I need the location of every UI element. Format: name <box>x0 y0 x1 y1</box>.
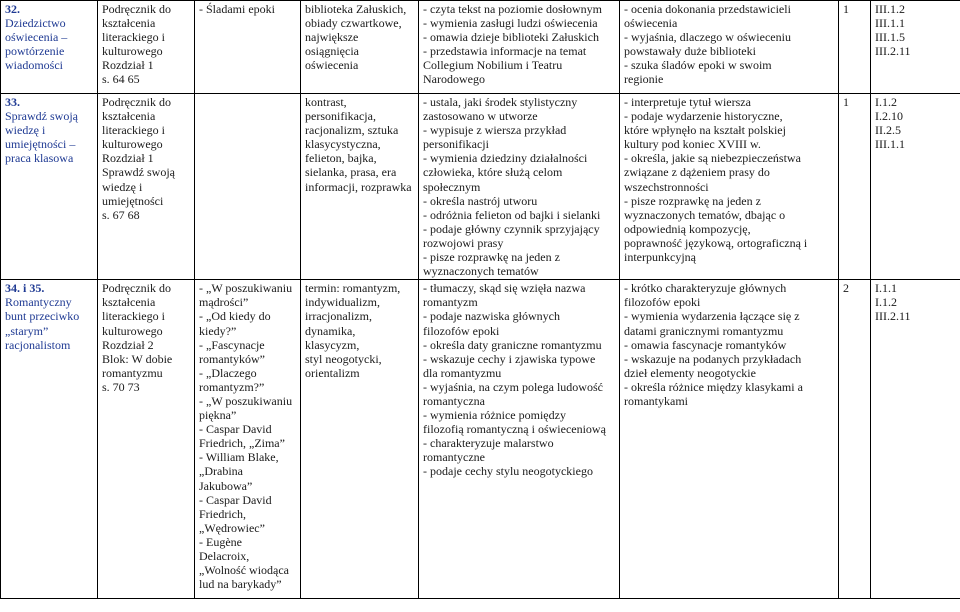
basic-requirements-line: - omawia dzieje biblioteki Załuskich <box>423 30 599 45</box>
texts-line: Friedrich, „Zima” <box>199 436 285 451</box>
basic-requirements-line: społecznym <box>423 179 481 194</box>
extended-requirements-line: - interpretuje tytuł wiersza <box>624 95 751 109</box>
texts-line: romantyków” <box>199 351 265 366</box>
terms-line: biblioteka Załuskich, <box>305 2 407 16</box>
source-line: literackiego i <box>102 123 165 138</box>
lesson-title-line: umiejętności – <box>5 137 76 152</box>
code-line: III.1.1 <box>875 137 905 152</box>
source-line: Sprawdź swoją <box>102 165 175 180</box>
texts-line: - Śladami epoki <box>199 2 275 16</box>
lesson-title-line: Romantyczny <box>5 295 72 310</box>
code-line: I.2.10 <box>875 109 903 124</box>
basic-requirements-line: - odróżnia felieton od bajki i sielanki <box>423 207 601 222</box>
texts-line: - „Od kiedy do <box>199 309 271 324</box>
basic-requirements-line: - tłumaczy, skąd się wzięła nazwa <box>423 281 586 296</box>
source-line: wiedzę i <box>102 179 143 194</box>
basic-requirements-line: wyznaczonych tematów <box>423 264 539 279</box>
basic-requirements-line: człowieka, które służą celom <box>423 165 563 180</box>
terms-cell <box>301 94 419 280</box>
extended-requirements-line: kultury pod koniec XVIII w. <box>624 137 761 152</box>
code-line: III.1.1 <box>875 16 905 31</box>
codes-cell <box>871 1 960 94</box>
source-line: kulturowego <box>102 44 163 59</box>
extended-requirements-cell <box>620 94 839 280</box>
basic-requirements-line: - wymienia dziedziny działalności <box>423 151 588 166</box>
terms-line: oświecenia <box>305 58 359 73</box>
extended-requirements-line: - omawia fascynacje romantyków <box>624 337 787 352</box>
source-line: kształcenia <box>102 295 156 310</box>
terms-line: indywidualizm, <box>305 295 380 310</box>
terms-line: termin: romantyzm, <box>305 281 401 296</box>
texts-cell <box>195 1 301 94</box>
basic-requirements-line: - wymienia różnice pomiędzy <box>423 408 566 423</box>
source-line: Rozdział 1 <box>102 58 154 73</box>
source-line: kształcenia <box>102 109 156 124</box>
terms-cell <box>301 280 419 599</box>
basic-requirements-line: - podaje cechy stylu neogotyckiego <box>423 464 593 479</box>
basic-requirements-line: - wyjaśnia, na czym polega ludowość <box>423 379 603 394</box>
source-line: literackiego i <box>102 309 165 324</box>
source-cell <box>98 1 195 94</box>
extended-requirements-line: - określa różnice między klasykami a <box>624 379 803 394</box>
texts-cell <box>195 94 301 280</box>
terms-line: informacji, rozprawka <box>305 179 412 194</box>
basic-requirements-line: rozwojowi prasy <box>423 235 504 250</box>
extended-requirements-line: datami granicznymi romantyzmu <box>624 323 784 338</box>
extended-requirements-line: wyznaczonych tematów, dbając o <box>624 207 786 222</box>
terms-cell <box>301 1 419 94</box>
texts-line: „Wędrowiec” <box>199 520 265 535</box>
texts-line: „Wolność wiodąca <box>199 563 289 578</box>
code-line: I.1.2 <box>875 95 897 109</box>
lesson-title-line: Dziedzictwo <box>5 16 66 31</box>
code-line: III.1.2 <box>875 2 905 16</box>
lesson-number: 33. <box>5 95 20 109</box>
table-row <box>1 94 960 280</box>
codes-cell <box>871 94 960 280</box>
basic-requirements-line: romantyzm <box>423 295 478 310</box>
source-line: Rozdział 2 <box>102 337 154 352</box>
source-line: Podręcznik do <box>102 2 171 16</box>
table-row <box>1 1 960 94</box>
code-line: I.1.2 <box>875 295 897 310</box>
extended-requirements-cell <box>620 1 839 94</box>
extended-requirements-line: - szuka śladów epoki w swoim <box>624 58 772 73</box>
extended-requirements-line: - pisze rozprawkę na jeden z <box>624 193 761 208</box>
lesson-number: 32. <box>5 2 20 16</box>
source-line: Podręcznik do <box>102 281 171 296</box>
code-line: III.1.5 <box>875 30 905 45</box>
lesson-title-line: racjonalistom <box>5 337 71 352</box>
source-line: kulturowego <box>102 137 163 152</box>
texts-line: mądrości” <box>199 295 249 310</box>
basic-requirements-line: - podaje nazwiska głównych <box>423 309 560 324</box>
source-line: umiejętności <box>102 193 164 208</box>
source-line: s. 64 65 <box>102 72 140 87</box>
extended-requirements-line: które wpłynęło na kształt polskiej <box>624 123 786 138</box>
basic-requirements-line: - wskazuje cechy i zjawiska typowe <box>423 351 596 366</box>
source-line: literackiego i <box>102 30 165 45</box>
extended-requirements-line: odpowiednią kompozycję, <box>624 221 751 236</box>
extended-requirements-line: - wskazuje na podanych przykładach <box>624 351 802 366</box>
lesson-cell <box>1 1 98 94</box>
lesson-title-line: wiedzę i <box>5 123 46 138</box>
texts-line: Friedrich, <box>199 506 246 521</box>
extended-requirements-line: - wyjaśnia, dlaczego w oświeceniu <box>624 30 791 45</box>
basic-requirements-line: dla romantyzmu <box>423 365 502 380</box>
basic-requirements-line: filozofów epoki <box>423 323 500 338</box>
lesson-title-line: oświecenia – <box>5 30 68 45</box>
texts-line: Delacroix, <box>199 549 250 563</box>
texts-line: - „Dlaczego <box>199 365 257 380</box>
terms-line: personifikacja, <box>305 109 376 124</box>
lesson-title-line: powtórzenie <box>5 44 65 59</box>
lesson-number: 34. i 35. <box>5 281 45 296</box>
extended-requirements-line: dzieł elementy neogotyckie <box>624 365 756 380</box>
terms-line: racjonalizm, sztuka <box>305 123 399 138</box>
terms-line: klasycystyczna, <box>305 137 381 152</box>
lesson-title-line: Sprawdź swoją <box>5 109 78 124</box>
source-line: s. 67 68 <box>102 207 140 222</box>
table-row <box>1 280 960 599</box>
extended-requirements-line: - ocenia dokonania przedstawicieli <box>624 2 791 16</box>
extended-requirements-line: - podaje wydarzenie historyczne, <box>624 109 783 124</box>
lesson-title-line: bunt przeciwko <box>5 309 80 324</box>
extended-requirements-line: - krótko charakteryzuje głównych <box>624 281 787 296</box>
basic-requirements-line: - wymienia zasługi ludzi oświecenia <box>423 16 598 31</box>
source-line: Podręcznik do <box>102 95 171 109</box>
terms-line: styl neogotycki, <box>305 351 382 366</box>
texts-line: lud na barykady” <box>199 577 282 592</box>
terms-line: sielanka, prasa, era <box>305 165 397 180</box>
terms-line: dynamika, <box>305 323 356 338</box>
code-line: III.2.11 <box>875 309 911 324</box>
texts-line: - William Blake, <box>199 450 279 465</box>
basic-requirements-line: - czyta tekst na poziomie dosłownym <box>423 2 602 16</box>
source-cell <box>98 280 195 599</box>
basic-requirements-line: - wypisuje z wiersza przykład <box>423 123 567 138</box>
extended-requirements-line: oświecenia <box>624 16 678 31</box>
terms-line: irracjonalizm, <box>305 309 372 324</box>
codes-cell <box>871 280 960 599</box>
extended-requirements-line: związane z dążeniem prasy do <box>624 165 770 180</box>
basic-requirements-line: personifikacji <box>423 137 489 152</box>
basic-requirements-line: - pisze rozprawkę na jeden z <box>423 250 560 265</box>
terms-line: obiady czwartkowe, <box>305 16 402 31</box>
terms-line: osiągnięcia <box>305 44 359 59</box>
texts-line: - Caspar David <box>199 422 272 437</box>
extended-requirements-line: - określa, jakie są niebezpieczeństwa <box>624 151 801 166</box>
texts-line: - Eugène <box>199 534 242 549</box>
basic-requirements-line: - charakteryzuje malarstwo <box>423 436 554 451</box>
hours-cell: 2 <box>839 280 871 599</box>
basic-requirements-line: romantyczna <box>423 393 485 408</box>
extended-requirements-line: romantykami <box>624 393 688 408</box>
extended-requirements-line: regionie <box>624 72 664 87</box>
basic-requirements-line: Collegium Nobilium i Teatru <box>423 58 563 73</box>
lesson-title-line: „starym” <box>5 323 49 338</box>
hours-cell: 1 <box>839 1 871 94</box>
source-line: Rozdział 1 <box>102 151 154 166</box>
texts-line: romantyzm?” <box>199 379 265 394</box>
basic-requirements-line: filozofią romantyczną i oświeceniową <box>423 422 606 437</box>
texts-cell <box>195 280 301 599</box>
texts-line: „Drabina <box>199 464 243 479</box>
basic-requirements-line: romantyczne <box>423 450 485 465</box>
code-line: II.2.5 <box>875 123 901 138</box>
texts-line: - Caspar David <box>199 492 272 507</box>
source-line: kulturowego <box>102 323 163 338</box>
basic-requirements-line: - ustala, jaki środek stylistyczny <box>423 95 578 109</box>
terms-line: orientalizm <box>305 365 360 380</box>
texts-line: Jakubowa” <box>199 478 253 493</box>
source-line: Blok: W dobie <box>102 351 173 366</box>
source-cell <box>98 94 195 280</box>
basic-requirements-line: - podaje główny czynnik sprzyjający <box>423 221 600 236</box>
texts-line: - „W poszukiwaniu <box>199 393 293 408</box>
extended-requirements-line: interpunkcyjną <box>624 250 696 265</box>
lesson-title-line: praca klasowa <box>5 151 74 166</box>
code-line: I.1.1 <box>875 281 897 296</box>
terms-line: felieton, bajka, <box>305 151 377 166</box>
extended-requirements-line: powstawały duże biblioteki <box>624 44 756 59</box>
terms-line: kontrast, <box>305 95 347 109</box>
extended-requirements-line: - wymienia wydarzenia łączące się z <box>624 309 800 324</box>
extended-requirements-line: poprawność językową, ortograficzną i <box>624 235 808 250</box>
extended-requirements-line: wszechstronności <box>624 179 709 194</box>
texts-line: - „Fascynacje <box>199 337 265 352</box>
source-line: s. 70 73 <box>102 379 140 394</box>
basic-requirements-line: zastosowano w utworze <box>423 109 538 124</box>
extended-requirements-cell <box>620 280 839 599</box>
lesson-cell <box>1 280 98 599</box>
basic-requirements-line: Narodowego <box>423 72 485 87</box>
texts-line: - „W poszukiwaniu <box>199 281 293 296</box>
basic-requirements-cell <box>419 280 620 599</box>
extended-requirements-line: filozofów epoki <box>624 295 701 310</box>
source-line: kształcenia <box>102 16 156 31</box>
terms-line: klasycyzm, <box>305 337 360 352</box>
code-line: III.2.11 <box>875 44 911 59</box>
hours-cell: 1 <box>839 94 871 280</box>
basic-requirements-line: - określa nastrój utworu <box>423 193 538 208</box>
texts-line: kiedy?” <box>199 323 237 338</box>
basic-requirements-line: - przedstawia informacje na temat <box>423 44 587 59</box>
source-line: romantyzmu <box>102 365 163 380</box>
basic-requirements-line: - określa daty graniczne romantyzmu <box>423 337 602 352</box>
basic-requirements-cell <box>419 94 620 280</box>
basic-requirements-cell <box>419 1 620 94</box>
terms-line: największe <box>305 30 359 45</box>
lesson-cell <box>1 94 98 280</box>
texts-line: piękna” <box>199 408 237 423</box>
lesson-title-line: wiadomości <box>5 58 63 73</box>
